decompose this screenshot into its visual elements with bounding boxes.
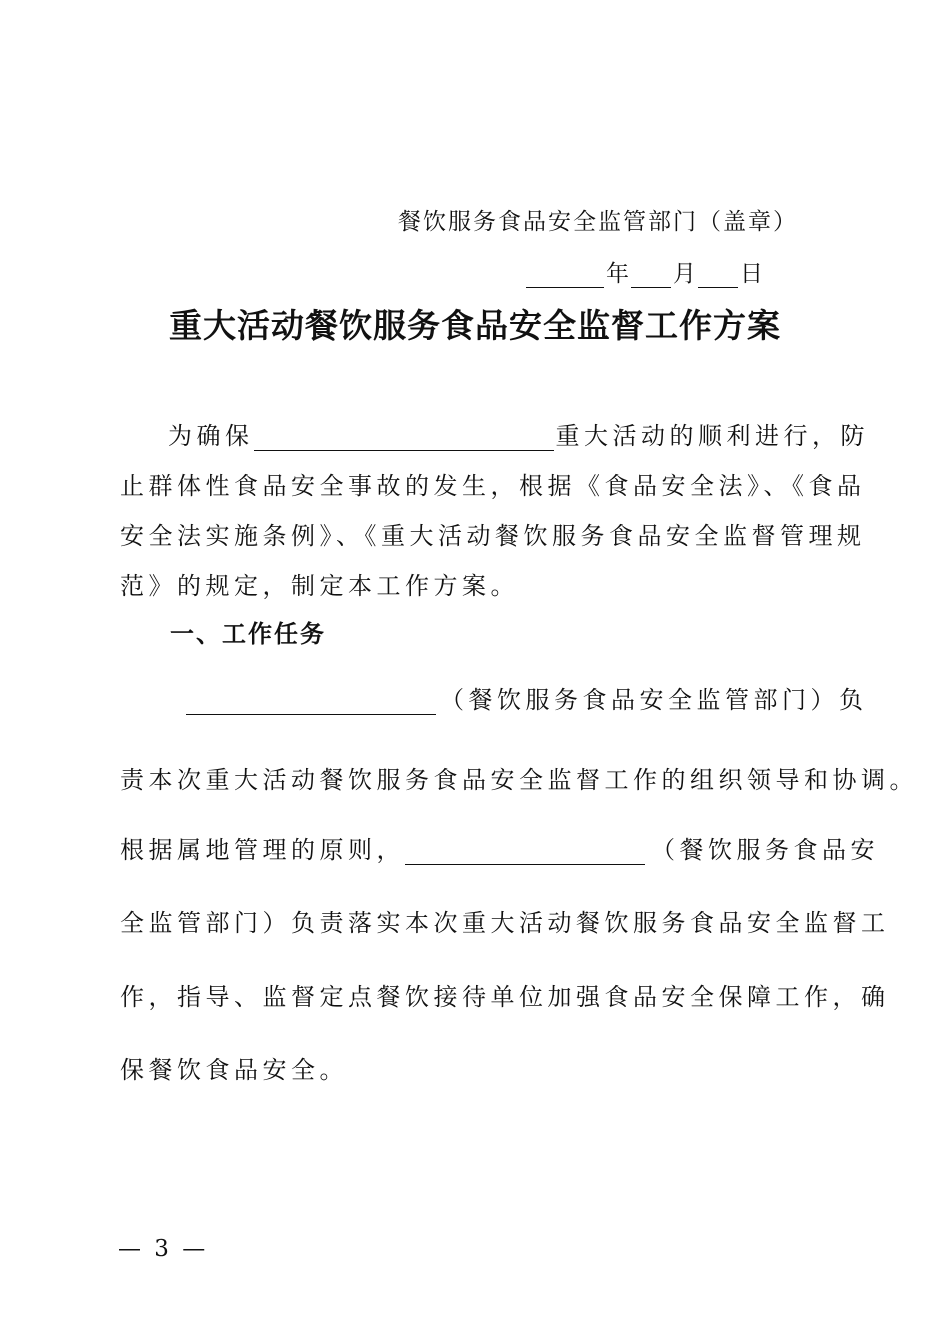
- task-line-3: [120, 830, 879, 865]
- year-blank: [526, 265, 604, 288]
- task-line-2: 责本次重大活动餐饮服务食品安全监督工作的组织领导和协调。: [120, 766, 918, 794]
- department-blank: [186, 692, 436, 715]
- task-line-3-prefix: 根据属地管理的原则，: [120, 836, 405, 864]
- intro-line-1: [168, 416, 869, 451]
- event-name-blank: [254, 428, 554, 451]
- intro-line-2: 止群体性食品安全事故的发生，根据《食品安全法》、《食品: [120, 472, 866, 500]
- intro-suffix: 重大活动的顺利进行，防: [555, 422, 869, 450]
- task-line-1-text: （餐饮服务食品安全监管部门）负: [440, 686, 868, 714]
- intro-prefix: 为确保: [168, 422, 254, 450]
- task-line-4: 全监管部门）负责落实本次重大活动餐饮服务食品安全监督工: [120, 909, 890, 937]
- local-department-blank: [405, 842, 645, 865]
- stamp-text: 餐饮服务食品安全监管部门（盖章）: [398, 209, 798, 235]
- date-line: [526, 255, 765, 288]
- task-line-5: 作，指导、监督定点餐饮接待单位加强食品安全保障工作，确: [120, 983, 890, 1011]
- day-blank: [698, 265, 738, 288]
- month-label: 月: [673, 261, 696, 287]
- task-line-6: 保餐饮食品安全。: [120, 1056, 348, 1084]
- page-number: — 3 —: [118, 1236, 209, 1262]
- task-line-1: [186, 680, 868, 715]
- document-title: 重大活动餐饮服务食品安全监督工作方案: [169, 306, 781, 345]
- intro-line-4: 范》的规定，制定本工作方案。: [120, 572, 519, 600]
- task-line-3-suffix: （餐饮服务食品安: [651, 836, 879, 864]
- day-label: 日: [740, 261, 763, 287]
- intro-line-3: 安全法实施条例》、《重大活动餐饮服务食品安全监督管理规: [120, 522, 866, 550]
- year-label: 年: [606, 261, 629, 287]
- month-blank: [631, 265, 671, 288]
- section-heading: 一、工作任务: [170, 620, 326, 648]
